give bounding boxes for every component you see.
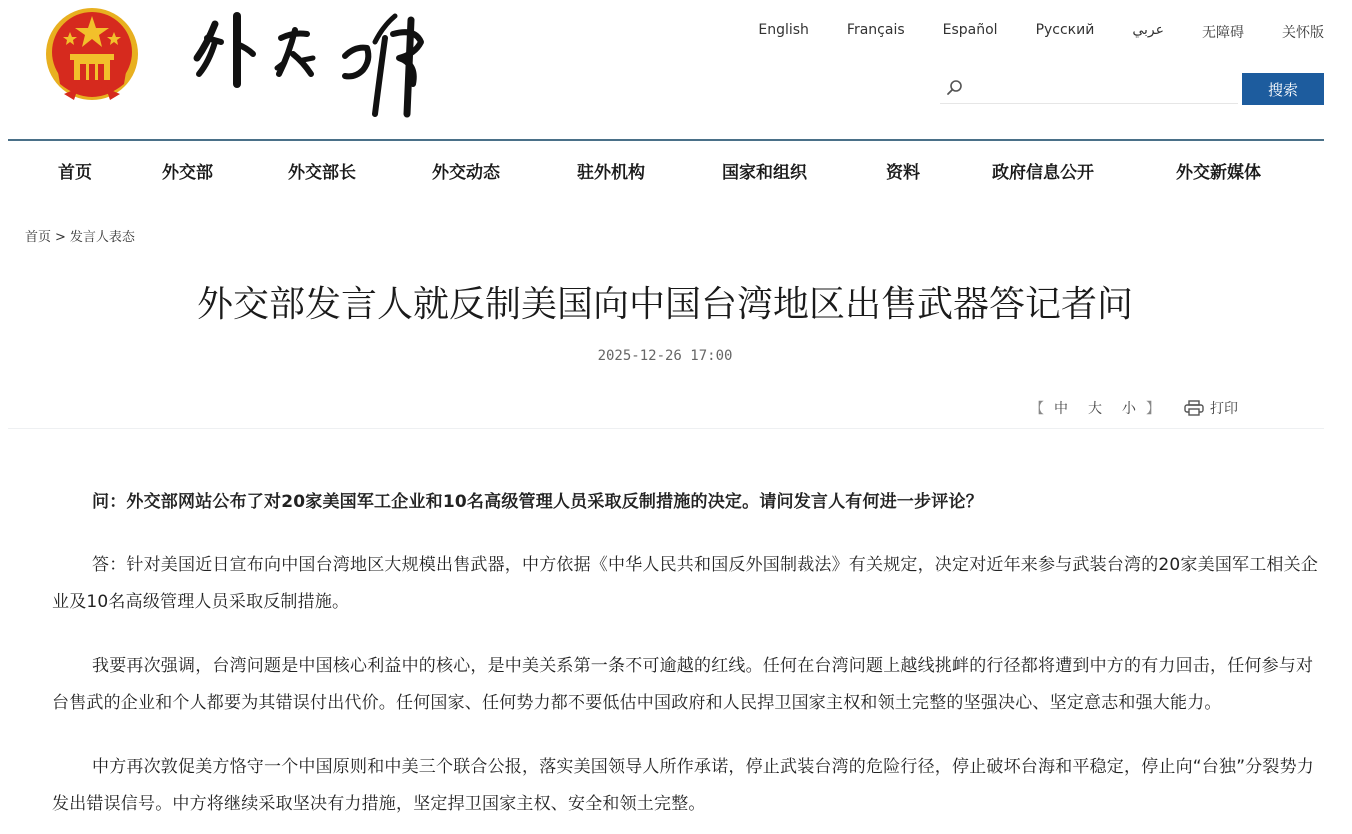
breadcrumb bbox=[25, 226, 139, 245]
article-title: 外交部发言人就反制美国向中国台湾地区出售武器答记者问 bbox=[196, 284, 1133, 325]
breadcrumb-home-link[interactable]: 首页 bbox=[25, 230, 52, 245]
article-answer-paragraph-3: 中方再次敦促美方恪守一个中国原则和中美三个联合公报，落实美国领导人所作承诺，停止武装台湾的危险行径，停止破坏台海和平稳定，停止向“台独”分裂势力发出错误信号。中方将继续采取坚决有力措施，坚定捍卫国家主权、安全和领土完整。 bbox=[52, 757, 1315, 814]
main-nav bbox=[0, 142, 1352, 196]
print-label: 打印 bbox=[1210, 401, 1238, 417]
lang-russian-link[interactable]: Русский bbox=[1035, 22, 1095, 38]
font-size-large-button[interactable]: 中 bbox=[1054, 401, 1068, 417]
nav-item-missions-abroad[interactable]: 驻外机构 bbox=[577, 163, 645, 183]
lang-french-link[interactable]: Français bbox=[846, 22, 905, 38]
nav-item-diplomatic-news[interactable]: 外交动态 bbox=[432, 163, 500, 183]
ministry-calligraphy-logo bbox=[185, 2, 440, 127]
national-emblem-logo bbox=[44, 2, 140, 104]
article-question: 问：外交部网站公布了对20家美国军工企业和10名高级管理人员采取反制措施的决定。请问发言人有何进一步评论？ bbox=[92, 492, 983, 512]
article-answer-paragraph-2: 我要再次强调，台湾问题是中国核心利益中的核心，是中美关系第一条不可逾越的红线。任何在台湾问题上越线挑衅的行径都将遭到中方的有力回击，任何参与对台售武的企业和个人都要为其错误付出代价。任何国家、任何势力都不要低估中国政府和人民捍卫国家主权和领土完整的坚强决心、坚定意志和强大能力。 bbox=[52, 656, 1314, 713]
lang-spanish-link[interactable]: Español bbox=[942, 22, 998, 38]
nav-item-home[interactable]: 首页 bbox=[58, 163, 92, 183]
nav-item-government-info[interactable]: 政府信息公开 bbox=[992, 163, 1094, 183]
print-button[interactable] bbox=[1184, 398, 1238, 418]
header-divider bbox=[8, 139, 1324, 141]
printer-icon bbox=[1184, 400, 1204, 416]
font-size-controls bbox=[1030, 398, 1160, 418]
article-answer-paragraph-1: 答：针对美国近日宣布向中国台湾地区大规模出售武器，中方依据《中华人民共和国反外国制裁法》有关规定，决定对近年来参与武装台湾的20家美国军工相关企业及10名高级管理人员采取反制措施。 bbox=[52, 555, 1319, 612]
search-input[interactable] bbox=[940, 72, 1238, 104]
nav-item-new-media[interactable]: 外交新媒体 bbox=[1176, 163, 1261, 183]
breadcrumb-separator: > bbox=[55, 230, 66, 245]
nav-item-ministry[interactable]: 外交部 bbox=[162, 163, 213, 183]
accessibility-link[interactable]: 无障碍 bbox=[1202, 25, 1244, 41]
font-size-small-button[interactable]: 小 bbox=[1122, 401, 1136, 417]
nav-item-countries-organizations[interactable]: 国家和组织 bbox=[722, 163, 807, 183]
nav-item-resources[interactable]: 资料 bbox=[886, 163, 920, 183]
breadcrumb-current-link[interactable]: 发言人表态 bbox=[69, 230, 135, 245]
language-bar bbox=[758, 22, 1324, 42]
search-bar bbox=[940, 72, 1324, 106]
font-size-medium-button[interactable]: 大 bbox=[1088, 401, 1102, 417]
font-size-open-bracket: 【 bbox=[1030, 401, 1044, 417]
elder-care-version-link[interactable]: 关怀版 bbox=[1282, 25, 1324, 41]
lang-arabic-link[interactable]: عربي bbox=[1132, 22, 1164, 38]
article-date: 2025-12-26 17:00 bbox=[597, 348, 733, 364]
nav-item-minister[interactable]: 外交部长 bbox=[288, 163, 356, 183]
lang-english-link[interactable]: English bbox=[758, 22, 809, 38]
font-size-close-bracket: 】 bbox=[1146, 401, 1160, 417]
content-divider bbox=[8, 428, 1324, 429]
article-body bbox=[52, 484, 1322, 823]
search-button[interactable]: 搜索 bbox=[1242, 73, 1324, 105]
